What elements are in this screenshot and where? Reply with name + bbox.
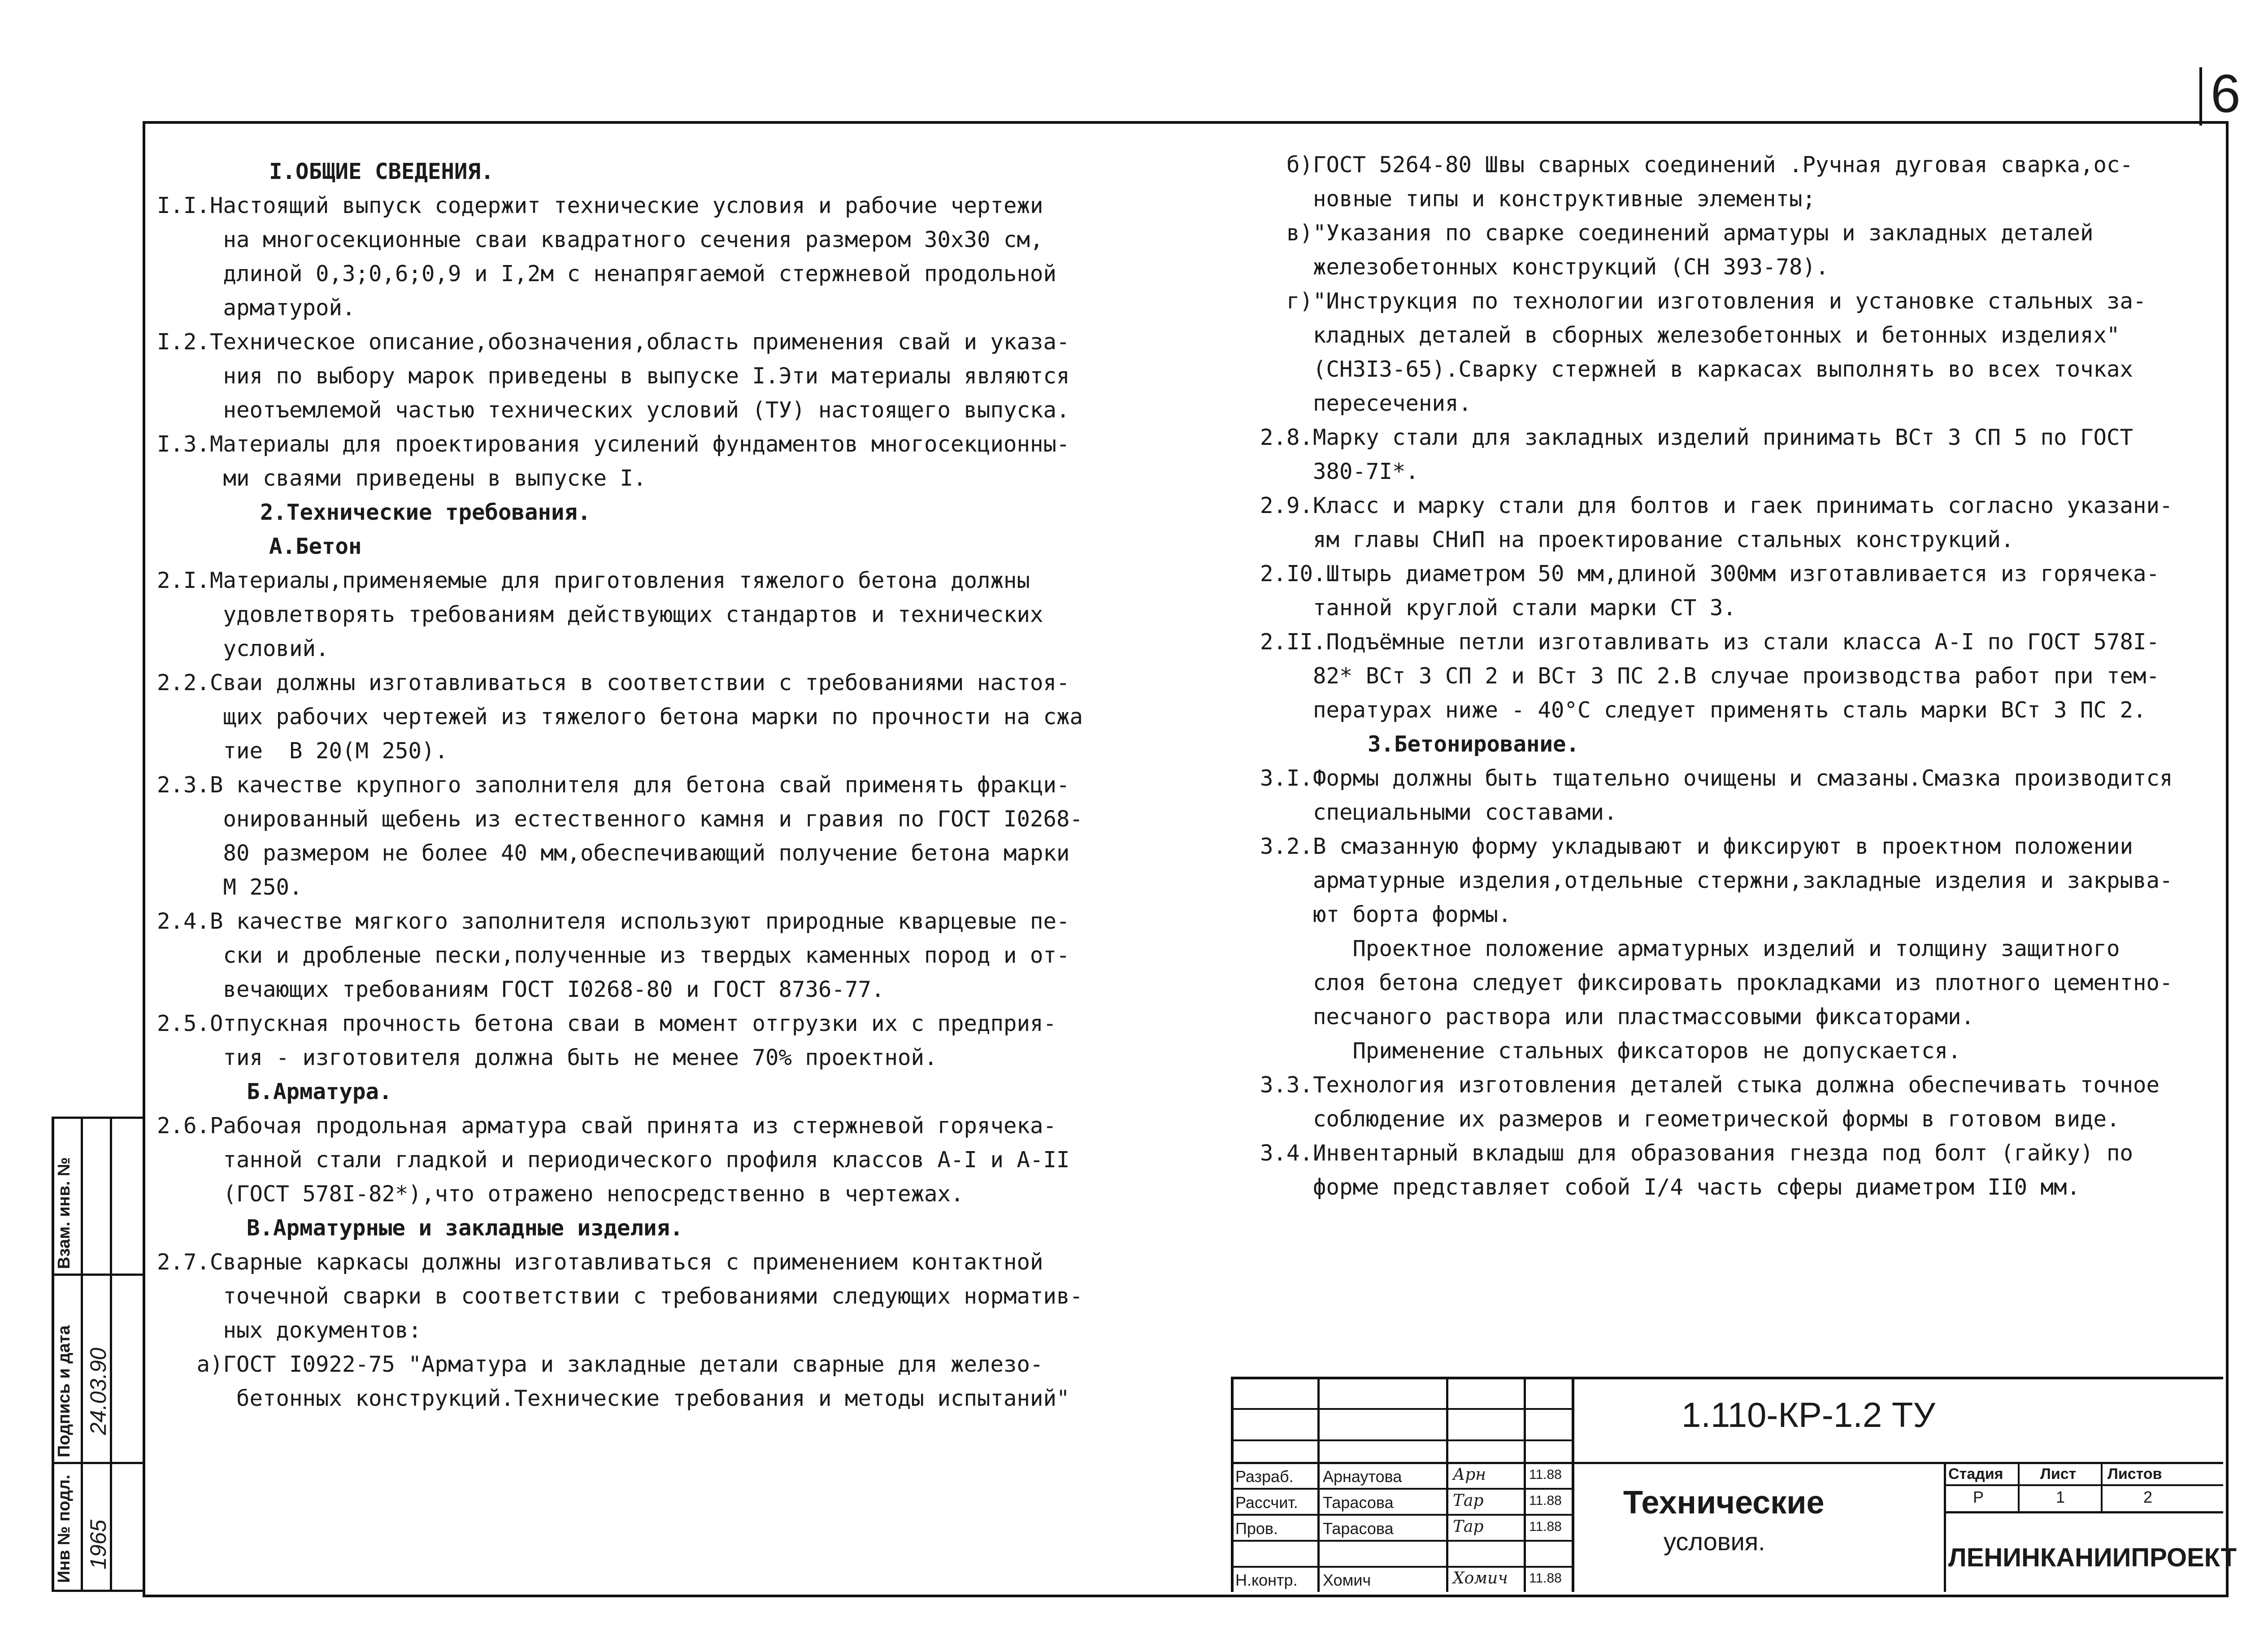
role-name: Арнаутова [1323, 1467, 1402, 1486]
text-line: ски и дробленые пески,полученные из твердых каменных пород и от- [157, 943, 1070, 968]
text-line: ям главы СНиП на проектирование стальных конструкций. [1260, 527, 2014, 552]
text-line: песчаного раствора или пластмассовыми фиксаторами. [1260, 1004, 1975, 1030]
role-label: Н.контр. [1235, 1571, 1298, 1589]
text-line: 2.8.Марку стали для закладных изделий принимать ВСт 3 СП 5 по ГОСТ [1260, 425, 2133, 450]
stamp-stage-row-1 [1944, 1484, 2223, 1486]
side-inv-label: Инв № подл. [55, 1474, 74, 1583]
stamp-row-4 [1231, 1488, 1572, 1490]
text-line: арматурой. [157, 295, 356, 321]
stamp-top-border [1231, 1377, 2223, 1379]
text-line: г)"Инструкция по технологии изготовления и установке стальных за- [1260, 288, 2146, 314]
text-line: 380-7I*. [1260, 459, 1419, 484]
left-strip-top [52, 1117, 143, 1119]
stamp-row-3 [1231, 1462, 2223, 1464]
role-signature: Хомич [1453, 1569, 1508, 1587]
text-line: (ГОСТ 578I-82*),что отражено непосредственно в чертежах. [157, 1181, 964, 1207]
text-line: новные типы и конструктивные элементы; [1260, 186, 1816, 212]
sheets-header: Листов [2107, 1465, 2162, 1482]
text-line: соблюдение их размеров и геометрической формы в готовом виде. [1260, 1106, 2120, 1132]
heading-general: I.ОБЩИЕ СВЕДЕНИЯ. [269, 159, 494, 184]
left-strip-row-1 [52, 1274, 143, 1276]
sheets-value: 2 [2143, 1488, 2153, 1506]
text-line: кладных деталей в сборных железобетонных и бетонных изделиях" [1260, 322, 2120, 348]
text-line: щих рабочих чертежей из тяжелого бетона марки по прочности на сжа [157, 704, 1083, 730]
left-strip-outer [52, 1117, 54, 1592]
heading-embedded-parts: В.Арматурные и закладные изделия. [247, 1215, 683, 1241]
text-line: длиной 0,3;0,6;0,9 и I,2м с ненапрягаемой стержневой продольной [157, 261, 1057, 287]
sheet-number-divider [2199, 67, 2202, 126]
text-line: неотъемлемой частью технических условий (ТУ) настоящего выпуска. [157, 397, 1070, 423]
text-line: Проектное положение арматурных изделий и толщину защитного [1260, 936, 2120, 961]
text-line: ми сваями приведены в выпуске I. [157, 465, 647, 491]
role-date: 11.88 [1529, 1493, 1562, 1508]
stamp-row-2 [1231, 1439, 1572, 1441]
stamp-row-6 [1231, 1540, 1572, 1542]
text-line: 2.I0.Штырь диаметром 50 мм,длиной 300мм изготавливается из горячека- [1260, 561, 2160, 587]
text-line: М 250. [157, 874, 303, 900]
side-sign-date-label: Подпись и дата [55, 1325, 74, 1457]
text-line: 2.6.Рабочая продольная арматура свай принята из стержневой горячека- [157, 1113, 1057, 1139]
stage-header: Стадия [1948, 1465, 2003, 1482]
role-label: Пров. [1235, 1519, 1278, 1538]
text-line: I.2.Техническое описание,обозначения,область применения свай и указа- [157, 329, 1070, 355]
text-line: (СН3I3-65).Сварку стержней в каркасах выполнять во всех точках [1260, 356, 2133, 382]
role-date: 11.88 [1529, 1467, 1562, 1482]
stamp-row-1 [1231, 1408, 1572, 1410]
text-line: 2.II.Подъёмные петли изготавливать из стали класса А-I по ГОСТ 578I- [1260, 629, 2160, 655]
text-line: б)ГОСТ 5264-80 Швы сварных соединений .Ручная дуговая сварка,ос- [1260, 152, 2133, 178]
sheet-header: Лист [2040, 1465, 2077, 1482]
text-line: железобетонных конструкций (СН 393-78). [1260, 254, 1829, 280]
text-line: ных документов: [157, 1317, 422, 1343]
sheet-title-line-2: условия. [1664, 1527, 1765, 1556]
text-line: пересечения. [1260, 391, 1472, 416]
text-line: 2.2.Сваи должны изготавливаться в соответствии с требованиями настоя- [157, 670, 1070, 696]
stamp-stage-mid-2 [2101, 1462, 2103, 1511]
left-strip-divider-1 [81, 1117, 83, 1592]
role-date: 11.88 [1529, 1571, 1562, 1586]
text-line: слоя бетона следует фиксировать прокладками из плотного цементно- [1260, 970, 2173, 996]
text-line: 3.I.Формы должны быть тщательно очищены и смазаны.Смазка производится [1260, 765, 2173, 791]
text-line: ния по выбору марок приведены в выпуске I.Эти материалы являются [157, 363, 1070, 389]
text-line: 82* ВСт 3 СП 2 и ВСт 3 ПС 2.В случае производства работ при тем- [1260, 663, 2160, 689]
text-line: 3.3.Технология изготовления деталей стыка должна обеспечивать точное [1260, 1072, 2160, 1098]
text-line: тия - изготовителя должна быть не менее 70% проектной. [157, 1045, 938, 1070]
text-line: I.3.Материалы для проектирования усилений фундаментов многосекционны- [157, 431, 1070, 457]
text-line: 2.4.В качестве мягкого заполнителя используют природные кварцевые пе- [157, 909, 1070, 934]
text-line: 2.9.Класс и марку стали для болтов и гаек принимать согласно указани- [1260, 493, 2173, 518]
role-label: Разраб. [1235, 1467, 1294, 1486]
text-line: 80 размером не более 40 мм,обеспечивающий получение бетона марки [157, 840, 1070, 866]
text-line: 2.5.Отпускная прочность бетона сваи в момент отгрузки их с предприя- [157, 1011, 1057, 1036]
sheet-value: 1 [2056, 1488, 2065, 1506]
left-text-column [157, 155, 1099, 1416]
left-strip-bottom [52, 1590, 143, 1592]
role-label: Рассчит. [1235, 1493, 1298, 1512]
text-line: Применение стальных фиксаторов не допускается. [1260, 1038, 1961, 1064]
text-line: танной круглой стали марки СТ 3. [1260, 595, 1737, 621]
heading-concreting: 3.Бетонирование. [1368, 731, 1580, 757]
text-line: форме представляет собой I/4 часть сферы диаметром II0 мм. [1260, 1174, 2081, 1200]
text-line: в)"Указания по сварке соединений арматуры и закладных деталей [1260, 220, 2094, 246]
text-line: арматурные изделия,отдельные стержни,закладные изделия и закрыва- [1260, 868, 2173, 893]
text-line: точечной сварки в соответствии с требованиями следующих норматив- [157, 1283, 1083, 1309]
heading-requirements: 2.Технические требования. [260, 500, 591, 525]
stamp-stage-left [1944, 1462, 1946, 1592]
text-line: а)ГОСТ I0922-75 "Арматура и закладные детали сварные для железо- [157, 1352, 1043, 1377]
text-line: тие В 20(М 250). [157, 738, 448, 764]
organization-name: ЛЕНИНКАНИИПРОЕКТ [1948, 1543, 2237, 1572]
role-name: Тарасова [1323, 1519, 1394, 1538]
sheet-number: 6 [2211, 64, 2241, 124]
stamp-row-7 [1231, 1566, 1572, 1568]
text-line: вечающих требованиям ГОСТ I0268-80 и ГОСТ 8736-77. [157, 977, 885, 1002]
left-strip-row-2 [52, 1462, 143, 1464]
side-replace-label: Взам. инв. № [55, 1157, 74, 1269]
side-inv-value: 1965 [86, 1519, 111, 1569]
stamp-col-4 [1572, 1377, 1574, 1592]
stage-value: Р [1973, 1488, 1984, 1506]
right-text-column [1260, 148, 2211, 1204]
text-line: онированный щебень из естественного камня и гравия по ГОСТ I0268- [157, 806, 1083, 832]
role-name: Тарасова [1323, 1493, 1394, 1512]
stamp-stage-mid-1 [2018, 1462, 2020, 1511]
text-line: I.I.Настоящий выпуск содержит технические условия и рабочие чертежи [157, 193, 1043, 218]
side-date-value: 24.03.90 [86, 1348, 111, 1435]
text-line: 2.I.Материалы,применяемые для приготовления тяжелого бетона должны [157, 568, 1030, 593]
role-signature: Тар [1453, 1491, 1484, 1510]
text-line: 2.3.В качестве крупного заполнителя для бетона свай применять фракци- [157, 772, 1070, 798]
heading-concrete: А.Бетон [269, 534, 362, 559]
role-name: Хомич [1323, 1571, 1371, 1589]
text-line: удовлетворять требованиям действующих стандартов и технических [157, 602, 1043, 627]
text-line: бетонных конструкций.Технические требования и методы испытаний" [157, 1386, 1070, 1411]
text-line: ют борта формы. [1260, 902, 1512, 927]
text-line: 2.7.Сварные каркасы должны изготавливаться с применением контактной [157, 1249, 1043, 1275]
role-date: 11.88 [1529, 1519, 1562, 1534]
text-line: 3.2.В смазанную форму укладывают и фиксируют в проектном положении [1260, 834, 2133, 859]
stamp-row-5 [1231, 1514, 1572, 1516]
text-line: специальными составами. [1260, 800, 1617, 825]
sheet-title-line-1: Технические [1623, 1485, 1825, 1521]
text-line: условий. [157, 636, 329, 661]
text-line: пературах ниже - 40°С следует применять сталь марки ВСт 3 ПС 2. [1260, 697, 2146, 723]
document-code: 1.110-КР-1.2 ТУ [1682, 1395, 1936, 1435]
text-line: 3.4.Инвентарный вкладыш для образования гнезда под болт (гайку) по [1260, 1140, 2133, 1166]
stamp-stage-row-2 [1944, 1511, 2223, 1513]
role-signature: Тар [1453, 1517, 1484, 1536]
text-line: танной стали гладкой и периодического профиля классов А-I и А-II [157, 1147, 1070, 1173]
text-line: на многосекционные сваи квадратного сечения размером 30х30 см, [157, 227, 1043, 252]
heading-reinforcement: Б.Арматура. [247, 1079, 392, 1104]
role-signature: Арн [1453, 1465, 1486, 1484]
